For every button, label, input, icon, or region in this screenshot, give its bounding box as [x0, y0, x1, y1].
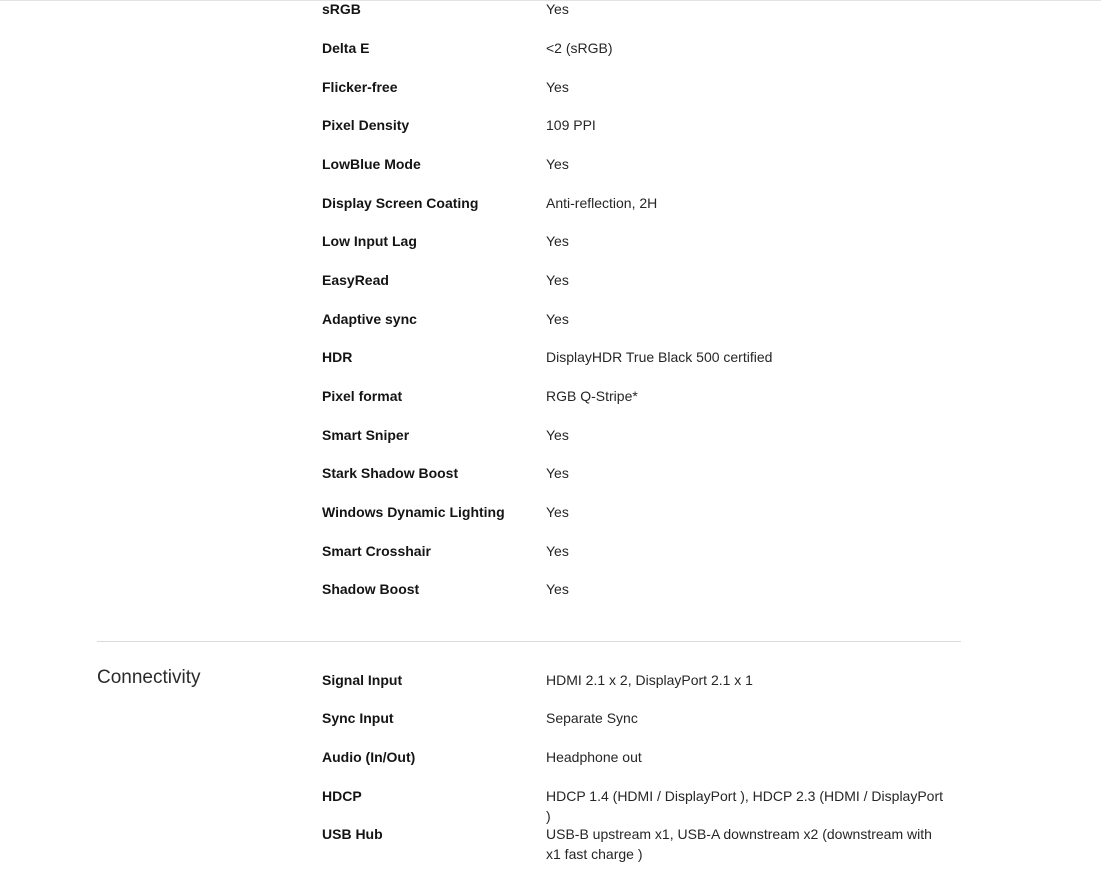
spec-label: Flicker-free	[322, 79, 398, 95]
spec-value: <2 (sRGB)	[546, 40, 613, 56]
spec-label: USB Hub	[322, 826, 383, 842]
spec-value: Yes	[546, 465, 569, 481]
spec-value: Yes	[546, 427, 569, 443]
spec-label: Smart Sniper	[322, 427, 410, 443]
spec-label: LowBlue Mode	[322, 156, 421, 172]
spec-label: Stark Shadow Boost	[322, 465, 459, 481]
spec-label: Sync Input	[322, 710, 394, 726]
spec-value: HDMI 2.1 x 2, DisplayPort 2.1 x 1	[546, 672, 753, 688]
spec-label: Pixel Density	[322, 117, 410, 133]
connectivity-section-title: Connectivity	[97, 667, 201, 688]
spec-label: Delta E	[322, 40, 370, 56]
spec-value: Anti-reflection, 2H	[546, 195, 658, 211]
spec-value: Yes	[546, 1, 569, 17]
spec-label: Windows Dynamic Lighting	[322, 504, 505, 520]
spec-label: HDCP	[322, 788, 362, 804]
section-divider	[97, 641, 961, 642]
spec-label: Smart Crosshair	[322, 543, 431, 559]
spec-value: Yes	[546, 543, 569, 559]
spec-label: sRGB	[322, 1, 361, 17]
spec-value: Yes	[546, 581, 569, 597]
spec-value: 109 PPI	[546, 117, 596, 133]
spec-value: DisplayHDR True Black 500 certified	[546, 349, 773, 365]
spec-label: EasyRead	[322, 272, 389, 288]
spec-value: Separate Sync	[546, 710, 638, 726]
spec-value: Headphone out	[546, 749, 642, 765]
spec-label: Low Input Lag	[322, 233, 417, 249]
spec-label: Shadow Boost	[322, 581, 420, 597]
spec-value: USB-B upstream x1, USB-A downstream x2 (downstream with x1 fast charge )	[546, 826, 932, 862]
spec-value: Yes	[546, 504, 569, 520]
spec-value: Yes	[546, 156, 569, 172]
spec-value: Yes	[546, 311, 569, 327]
spec-value: Yes	[546, 272, 569, 288]
spec-label: Audio (In/Out)	[322, 749, 416, 765]
spec-label: Pixel format	[322, 388, 403, 404]
spec-label: Signal Input	[322, 672, 403, 688]
spec-label: Display Screen Coating	[322, 195, 479, 211]
spec-label: HDR	[322, 349, 353, 365]
spec-value: Yes	[546, 233, 569, 249]
spec-label: Adaptive sync	[322, 311, 417, 327]
spec-value: HDCP 1.4 (HDMI / DisplayPort ), HDCP 2.3 (HDMI / DisplayPort )	[546, 788, 944, 824]
spec-value: Yes	[546, 79, 569, 95]
spec-value: RGB Q-Stripe*	[546, 388, 638, 404]
